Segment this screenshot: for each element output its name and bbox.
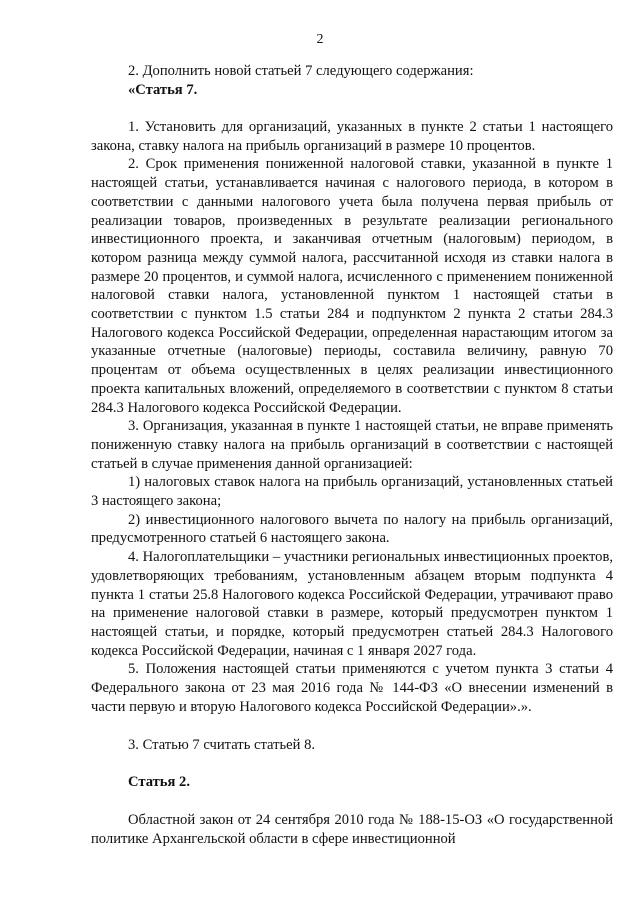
- section-item2: [91, 62, 613, 99]
- paragraph-3: 3. Организация, указанная в пункте 1 настоящей статьи, не вправе применять пониженную ставку налога на прибыль организаций в соответствии с настоящей статьей в случае применения данной организацией:: [91, 418, 613, 472]
- paragraph-1: 1. Установить для организаций, указанных в пункте 2 статьи 1 настоящего закона, ставку налога на прибыль организаций в размере 10 процентов.: [91, 119, 613, 154]
- section-closing: [91, 811, 613, 848]
- paragraph-2: 2. Срок применения пониженной налоговой ставки, указанной в пункте 1 настоящей статьи, устанавливается начиная с налогового периода, в котором в соответствии с данными налогового учета была получена первая прибыль от реализации товаров, произведенных в результате реализации регионального инвестиционного проекта, и заканчивая отчетным (налоговым) периодом, в котором разница между суммой налога, рассчитанной исходя из ставки налога в размере 20 процентов, и суммой налога, исчисленного с применением пониженной налоговой ставки налога, установленной пунктом 1 настоящей статьи в соответствии с пунктом 1.5 статьи 284 и подпунктом 2 пункта 2 статьи 284.3 Налогового кодекса Российской Федерации, определенная нарастающим итогом за указанные отчетные (налоговые) периоды, составила величину, равную 70 процентам от объема осуществленных в целях реализации инвестиционного проекта капитальных вложений, определяемого в соответствии с пунктом 8 статьи 284.3 Налогового кодекса Российской Федерации.: [91, 156, 613, 416]
- section-item3: [91, 736, 613, 755]
- paragraph-4: 4. Налогоплательщики – участники региональных инвестиционных проектов, удовлетворяющих требованиям, установленным абзацем вторым подпункта 4 пункта 1 статьи 25.8 Налогового кодекса Российской Федерации, утрачивают право на применение налоговой ставки в размере, который предусмотрен пунктом 1 настоящей статьи, и порядке, который предусмотрен статьей 284.3 Налогового кодекса Российской Федерации, начиная с 1 января 2027 года.: [91, 549, 613, 659]
- section-article2: [91, 773, 613, 792]
- item2-intro: 2. Дополнить новой статьей 7 следующего содержания:: [128, 63, 474, 79]
- article7-title: «Статья 7.: [128, 81, 198, 98]
- article2-title: Статья 2.: [128, 774, 190, 790]
- paragraph-3-sub2: 2) инвестиционного налогового вычета по налогу на прибыль организаций, предусмотренного статьей 6 настоящего закона.: [91, 511, 613, 547]
- closing-paragraph: Областной закон от 24 сентября 2010 года № 188-15-ОЗ «О государственной политике Архангельской области в сфере инвестиционной: [91, 812, 613, 847]
- paragraph-3-sub1: 1) налоговых ставок налога на прибыль организаций, установленных статьей 3 настоящего закона;: [91, 474, 613, 510]
- page-number: 2: [316, 32, 324, 47]
- item3-text: 3. Статью 7 считать статьей 8.: [128, 737, 316, 753]
- paragraph-5: 5. Положения настоящей статьи применяются с учетом пункта 3 статьи 4 Федерального закона от 23 мая 2016 года № 144-ФЗ «О внесении изменений в части первую и вторую Налогового кодекса Российской Федерации».».: [91, 661, 613, 715]
- article7-body: [91, 118, 613, 717]
